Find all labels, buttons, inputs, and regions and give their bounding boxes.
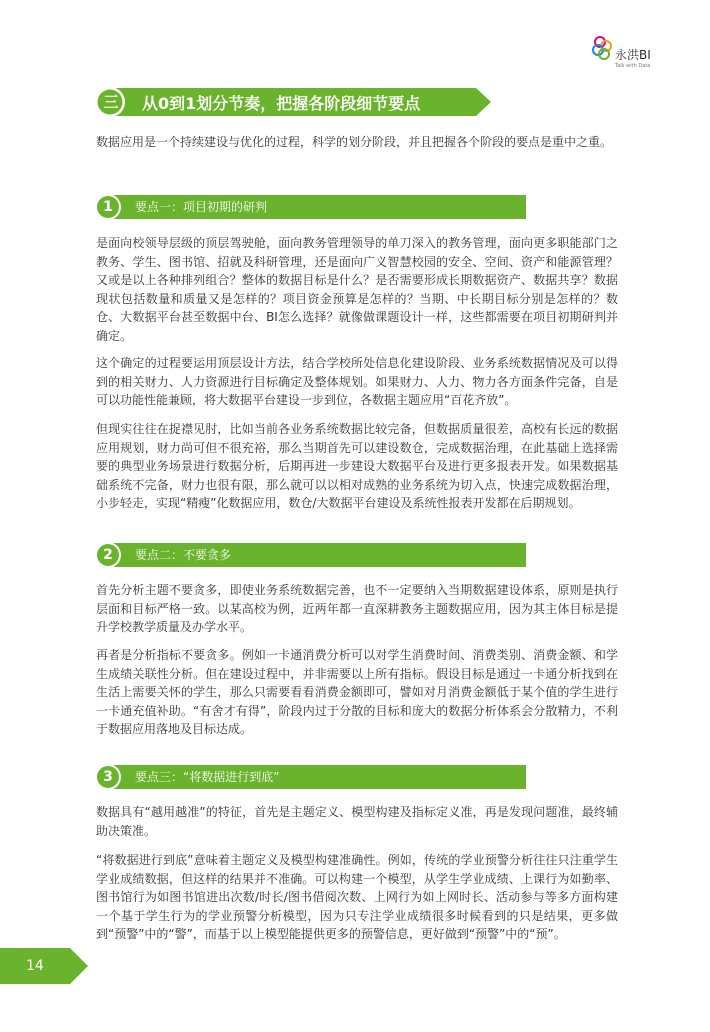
point-number: 2: [103, 547, 113, 563]
page-number-tab: [0, 948, 88, 984]
point-1-paragraph-1: 是面向校领导层级的顶层驾驶舱，面向教务管理领导的单刀深入的教务管理，面向更多职能部门之教务、学生、图书馆、招就及科研管理，还是面向广义智慧校园的安全、空间、资产和能源管理？又或是以上各种排列组合？整体的数据目标是什么？是否需要形成长期数据资产、数据共享？数据现状包括数量和质量又是怎样的？项目资金预算是怎样的？当期、中长期目标分别是怎样的？数仓、大数据平台甚至数据中台、BI怎么选择？就像做课题设计一样，这些都需要在项目初期研判并确定。: [96, 236, 618, 343]
section-number: 三: [103, 93, 119, 111]
point-3-paragraph-2: “将数据进行到底”意味着主题定义及模型构建准确性。例如，传统的学业预警分析往往只注重学生学业成绩数据，但这样的结果并不准确。可以构建一个模型，从学生学业成绩、上课行为如勤率、图书馆行为如图书馆进出次数/时长/图书借阅次数、上网行为如上网时长、活动参与等多方面构建一个基于学生行为的学业预警分析模型，因为只专注学业成绩很多时候看到的只是结果，更多做到“预警”中的“警”，而基于以上模型能提供更多的预警信息，更好做到“预警”中的“预”。: [96, 853, 618, 941]
point-2-paragraph-2: 再者是分析指标不要贪多。例如一卡通消费分析可以对学生消费时间、消费类别、消费金额、和学生成绩关联性分析。但在建设过程中，并非需要以上所有指标。假设目标是通过一卡通分析找到在生活上需要关怀的学生，那么只需要看看消费金额即可，譬如对月消费金额低于某个值的学生进行一卡通充值补助。“有舍才有得”，阶段内过于分散的目标和庞大的数据分析体系会分散精力，不利于数据应用落地及目标达成。: [96, 648, 618, 736]
point-2-paragraph-1: 首先分析主题不要贪多，即使业务系统数据完善，也不一定要纳入当期数据建设体系，原则是执行层面和目标严格一致。以某高校为例，近两年都一直深耕教务主题数据应用，因为其主体目标是提升学校教学质量及办学水平。: [96, 583, 618, 634]
point-title: 要点三：“将数据进行到底”: [135, 770, 280, 784]
point-3-paragraph-1: 数据具有“越用越准”的特征，首先是主题定义、模型构建及指标定义准，再是发现问题准，最终辅助决策准。: [96, 805, 618, 838]
point-1-header: [96, 195, 526, 219]
page-number: 14: [26, 958, 44, 974]
point-title: 要点一：项目初期的研判: [135, 200, 268, 214]
brand-tagline: Talk with Data: [615, 63, 651, 69]
section-banner: [96, 88, 491, 116]
point-2-header: [96, 543, 526, 567]
intro-paragraph: 数据应用是一个持续建设与优化的过程，科学的划分阶段，并且把握各个阶段的要点是重中之重。: [96, 135, 613, 149]
brand-name: 永洪BI: [615, 48, 651, 62]
point-title: 要点二：不要贪多: [135, 548, 232, 562]
point-1-paragraph-2: 这个确定的过程要运用顶层设计方法，结合学校所处信息化建设阶段、业务系统数据情况及可以得到的相关财力、人力资源进行目标确定及整体规划。如果财力、人力、物力各方面条件完备，自是可以功能性能兼顾，将大数据平台建设一步到位，各数据主题应用“百花齐放”。: [96, 356, 618, 407]
point-number: 1: [103, 199, 113, 215]
section-title: 从0到1划分节奏，把握各阶段细节要点: [142, 94, 421, 113]
page-tab-shape: [0, 948, 88, 984]
point-3-header: [96, 765, 526, 789]
point-1-paragraph-3: 但现实往往在捉襟见肘，比如当前各业务系统数据比较完备，但数据质量很差，高校有长远的数据应用规划，财力尚可但不很充裕，那么当期首先可以建设数仓，完成数据治理，在此基础上选择需要的典型业务场景进行数据分析，后期再进一步建设大数据平台及进行更多报表开发。如果数据基础系统不完备，财力也很有限，那么就可以以相对成熟的业务系统为切入点，快速完成数据治理，小步轻走，实现“精瘦”化数据应用，数仓/大数据平台建设及系统性报表开发都在后期规划。: [96, 422, 618, 510]
point-number: 3: [103, 769, 113, 785]
brand-logo: [590, 34, 670, 74]
logo-rings-icon: [590, 34, 614, 62]
